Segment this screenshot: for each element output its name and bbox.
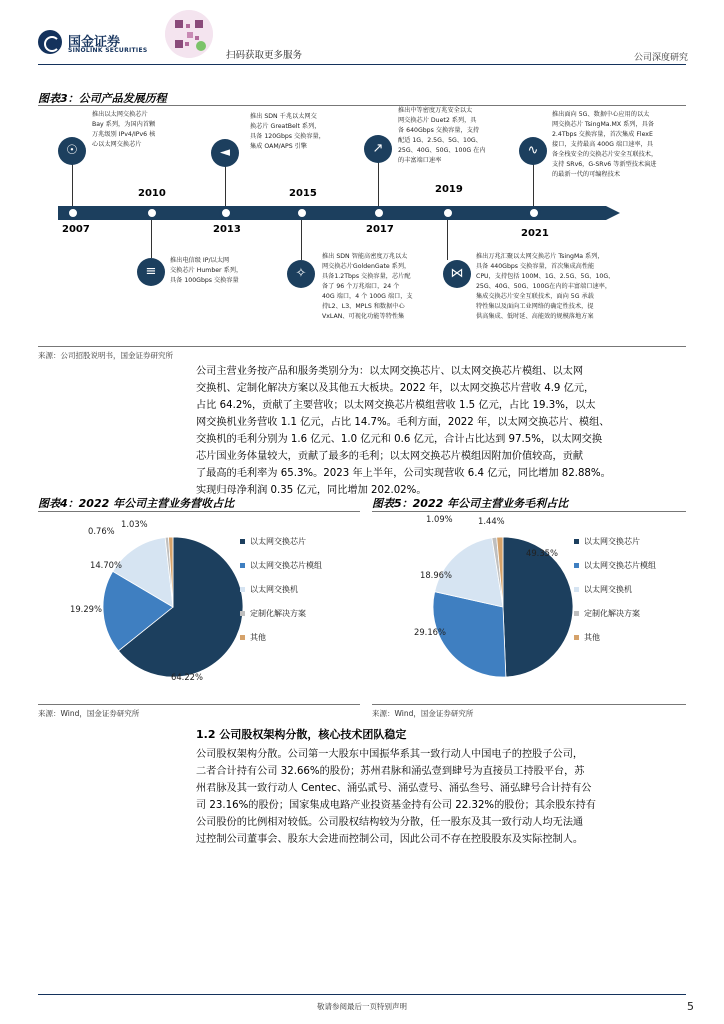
para-line: 网交换机业务营收 1.1 亿元，占比 14.7%。毛利方面，2022 年，以太网交换芯片、模组、 [196, 417, 610, 428]
network-icon: ⋈ [443, 260, 471, 288]
legend-swatch [574, 611, 579, 616]
connector-2017 [378, 160, 379, 206]
megaphone-icon: ◄ [211, 139, 239, 167]
legend-swatch [574, 587, 579, 592]
revenue-legend [240, 535, 360, 655]
para-line: 芯片国业务体量较大，贡献了最多的毛利；以太网交换芯片模组因附加价值较高，贡献 [196, 451, 584, 462]
para-line: 公司主营业务按产品和服务类别分为：以太网交换芯片、以太网交换芯片模组、以太网 [196, 366, 584, 377]
para-line: 公司股权架构分散。公司第一大股东中国振华系其一致行动人中国电子的控股子公司， [196, 749, 584, 760]
footer-disclaimer: 敬请参阅最后一页特别声明 [317, 1002, 407, 1011]
legend-label: 以太网交换芯片 [250, 537, 306, 546]
layers-icon: ≡ [137, 258, 165, 286]
logo-en: SINOLINK SECURITIES [68, 47, 148, 54]
year-2007: 2007 [62, 224, 90, 235]
chart-icon: ↗ [364, 135, 392, 163]
connector-2010 [151, 220, 152, 258]
year-2015: 2015 [289, 188, 317, 199]
legend-label: 其他 [584, 633, 600, 642]
legend-swatch [240, 539, 245, 544]
para-line: 公司股份的比例相对较低。公司股权结构较为分散，任一股东及其一致行动人均无法通 [196, 817, 584, 828]
timeline-text-2017: 推出中等密度万兆安全以太 网交换芯片 Duet2 系列，具 备 640Gbps 交换容量，支持 配适 1G、2.5G、5G、10G、 25G、40G、50G、100G 在内 的丰富端口速率 [398, 107, 486, 164]
legend-label: 以太网交换芯片模组 [584, 561, 656, 570]
para-line: 州君脉及其一致行动人 Centec、涌弘贰号、涌弘壹号、涌弘叁号、涌弘肆号合计持有公 [196, 783, 592, 794]
legend-item [240, 559, 360, 572]
legend-label: 定制化解决方案 [250, 609, 306, 618]
business-paragraph [196, 363, 686, 499]
para-line: 过控制公司董事会、股东大会进而控制公司，因此公司不存在控股股东及实际控制人。 [196, 834, 584, 845]
para-line: 占比 64.2%，贡献了主要营收；以太网交换芯片模组营收 1.5 亿元，占比 19.3%，以太 [196, 400, 596, 411]
timeline-dot-2010 [145, 206, 159, 220]
figure5-bottom-rule [372, 704, 686, 705]
para-line: 交换机的毛利分别为 1.6 亿元、1.0 亿元和 0.6 亿元，合计占比达到 97.5%，以太网交换 [196, 434, 603, 445]
bulb-icon: ☉ [58, 137, 86, 165]
pie-data-label: 14.70% [90, 560, 122, 570]
legend-label: 以太网交换芯片 [584, 537, 640, 546]
legend-label: 以太网交换机 [250, 585, 298, 594]
figure4-source: 来源：Wind，国金证券研究所 [38, 709, 140, 718]
pie-data-label: 29.16% [414, 627, 446, 637]
timeline-text-2010: 推出电信级 IP/以太网 交换芯片 Humber 系列， 具备 100Gbps 交换容量 [170, 257, 243, 284]
year-2010: 2010 [138, 188, 166, 199]
equity-paragraph [196, 746, 686, 848]
year-2021: 2021 [521, 228, 549, 239]
page-number: 5 [687, 1000, 694, 1013]
connector-2021 [533, 162, 534, 206]
pie-data-label: 64.22% [171, 672, 203, 682]
timeline-dot-2017 [372, 206, 386, 220]
connector-2007 [72, 162, 73, 206]
legend-item [240, 583, 360, 596]
legend-label: 其他 [250, 633, 266, 642]
timeline-text-2007: 推出以太网交换芯片 Bay 系列，为国内首颗 万兆级别 IPv4/IPv6 核 心以太网交换芯片 [92, 111, 156, 148]
legend-swatch [574, 563, 579, 568]
compass-icon: ✧ [287, 260, 315, 288]
qr-code-icon [165, 10, 213, 58]
legend-item [574, 607, 686, 620]
pie-data-label: 19.29% [70, 604, 102, 614]
timeline-dot-2013 [219, 206, 233, 220]
timeline-text-2021: 推出面向 5G、数据中心应用的以太 网交换芯片 TsingMa.MX 系列，具备 2.4Tbps 交换容量，首次集成 FlexE 接口，支持最高 400G 端口速率，具 备全栈安全的交换芯片安全互联技术， 支持 SRv6，G-SRv6 等新型技术演进 的最新一代的可编程技术 [552, 111, 658, 178]
report-type: 公司深度研究 [633, 53, 688, 63]
legend-item [574, 583, 686, 596]
year-2013: 2013 [213, 224, 241, 235]
figure4-bottom-rule [38, 704, 360, 705]
legend-item [240, 631, 360, 644]
timeline-text-2015: 推出 SDN 智能高密度万兆以太 网交换芯片GoldenGate 系列， 具备1.2Tbps 交换容量，芯片配 备了 96 个万兆端口，24 个 40G 端口，4 个 100G 端口，支 持L2、L3、MPLS 和数据中心 VxLAN、可视化功能等特性集 [322, 253, 413, 320]
footer-divider [38, 994, 686, 995]
pie-data-label: 1.03% [121, 519, 148, 529]
pie-data-label: 49.35% [526, 548, 558, 558]
para-line: 二者合计持有公司 32.66%的股份；苏州君脉和涌弘壹到肆号为直接员工持股平台，苏 [196, 766, 585, 777]
gross-profit-legend [574, 535, 686, 655]
legend-swatch [240, 635, 245, 640]
para-line: 实现归母净利润 0.35 亿元，同比增加 202.02%。 [196, 485, 427, 496]
pulse-icon: ∿ [519, 137, 547, 165]
timeline-text-2019: 推出万兆汇聚以太网交换芯片 TsingMa 系列， 具备 440Gbps 交换容量，首次集成高性能 CPU，支持包括 100M、1G、2.5G、5G、10G、 25G、40G、50G、100G在内的丰富端口速率， 集成交换芯片安全互联技术，面向 5G 承载 特性集以及面向工业网络的确定性技术，提 供高集成、低时延、高能效的规模落地方案 [476, 253, 615, 320]
para-line: 司 23.16%的股份；国家集成电路产业投资基金持有公司 22.32%的股份；其余股东持有 [196, 800, 596, 811]
pie-data-label: 1.09% [426, 514, 453, 524]
connector-2015 [301, 220, 302, 260]
figure4-title: 图表4：2022 年公司主营业务营收占比 [38, 497, 235, 510]
legend-swatch [240, 563, 245, 568]
legend-item [574, 535, 686, 548]
legend-label: 以太网交换芯片模组 [250, 561, 322, 570]
logo-icon [38, 30, 62, 54]
section-title: 1.2 公司股权架构分散，核心技术团队稳定 [196, 728, 407, 741]
figure3-top-rule [38, 105, 686, 106]
timeline-dot-2007 [66, 206, 80, 220]
pie-data-label: 18.96% [420, 570, 452, 580]
figure3-title: 图表3：公司产品发展历程 [38, 92, 167, 105]
legend-item [574, 631, 686, 644]
figure5-title: 图表5：2022 年公司主营业务毛利占比 [372, 497, 569, 510]
para-line: 了最高的毛利率为 65.3%。2023 年上半年，公司实现营收 6.4 亿元，同比增加 82.88%。 [196, 468, 611, 479]
header-divider [38, 64, 686, 65]
pie-data-label: 0.76% [88, 526, 115, 536]
logo-cn: 国金证券 [68, 35, 121, 50]
timeline-dot-2015 [295, 206, 309, 220]
para-line: 交换机、定制化解决方案以及其他五大板块。2022 年，以太网交换芯片营收 4.9 亿元， [196, 383, 595, 394]
timeline-text-2013: 推出 SDN 千兆以太网交 换芯片 GreatBelt 系列， 具备 120Gbps 交换容量， 集成 OAM/APS 引擎 [250, 113, 325, 150]
legend-label: 以太网交换机 [584, 585, 632, 594]
legend-swatch [240, 611, 245, 616]
legend-item [240, 535, 360, 548]
qr-label: 扫码获取更多服务 [226, 50, 303, 61]
legend-swatch [240, 587, 245, 592]
timeline-bar [58, 206, 606, 220]
legend-item [240, 607, 360, 620]
legend-label: 定制化解决方案 [584, 609, 640, 618]
legend-item [574, 559, 686, 572]
pie-data-label: 1.44% [478, 516, 505, 526]
timeline-dot-2019 [441, 206, 455, 220]
figure3-source: 来源：公司招股说明书，国金证券研究所 [38, 351, 173, 360]
legend-swatch [574, 635, 579, 640]
timeline-dot-2021 [527, 206, 541, 220]
legend-swatch [574, 539, 579, 544]
connector-2013 [225, 164, 226, 206]
year-2017: 2017 [366, 224, 394, 235]
year-2019: 2019 [435, 184, 463, 195]
figure3-bottom-rule [38, 346, 686, 347]
figure5-source: 来源：Wind，国金证券研究所 [372, 709, 474, 718]
